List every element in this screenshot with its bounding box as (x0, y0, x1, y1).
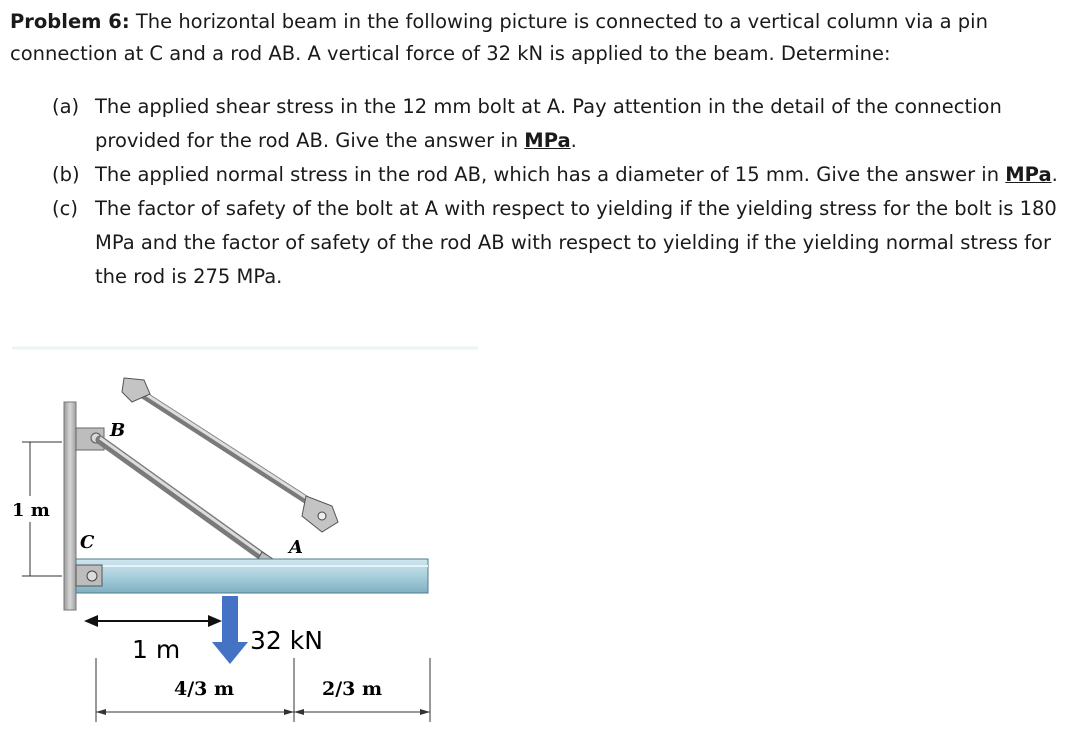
dim-arrow (294, 709, 304, 715)
force-dist-arrow-left (84, 615, 98, 627)
part-text (95, 90, 1077, 158)
part-label: (c) (52, 197, 78, 220)
label-b: B (110, 420, 126, 441)
dim-arrow (96, 709, 106, 715)
part-c (52, 192, 1077, 294)
rod-detail (136, 390, 322, 510)
problem-intro: The horizontal beam in the following picture is connected to a vertical column via a pin connection at C and a rod AB. A vertical force of 32 kN is applied to the beam. Determine: (10, 10, 988, 65)
dim-left-label: 4/3 m (174, 678, 235, 700)
dim-arrow (420, 709, 430, 715)
part-b (52, 158, 1077, 192)
part-body: The applied normal stress in the rod AB, which has a diameter of 15 mm. Give the answer in (95, 163, 1006, 186)
part-label: (a) (52, 95, 80, 118)
force-dist-arrow-right (208, 615, 222, 627)
part-body: The applied shear stress in the 12 mm bolt at A. Pay attention in the detail of the connection provided for the rod AB. Give the answer in (95, 95, 1002, 152)
part-label: (b) (52, 163, 80, 186)
column (64, 402, 76, 610)
rod-ab (100, 440, 288, 575)
rod-ab-highlight (100, 438, 288, 573)
problem-label: Problem 6: (10, 10, 130, 33)
force-label: 32 kN (250, 626, 323, 655)
dim-arrow (284, 709, 294, 715)
part-text (95, 158, 1077, 192)
label-a: A (289, 537, 303, 558)
label-c: C (80, 532, 95, 553)
dim-right-label: 2/3 m (322, 678, 383, 700)
part-end: . (570, 129, 577, 152)
question-parts (52, 90, 1077, 294)
force-arrow-head (212, 642, 248, 664)
problem-statement (10, 6, 1072, 70)
pin-c (87, 571, 97, 581)
part-end: . (1051, 163, 1058, 186)
part-text (95, 192, 1077, 294)
rod-detail-hole (318, 512, 326, 520)
beam (76, 559, 428, 593)
part-a (52, 90, 1077, 158)
part-unit: MPa (1005, 163, 1052, 186)
force-arrow-shaft (222, 596, 238, 644)
beam-figure (0, 340, 490, 736)
part-unit: MPa (524, 129, 571, 152)
force-dist-label: 1 m (132, 635, 181, 664)
height-dim-label: 1 m (12, 500, 50, 521)
part-body: The factor of safety of the bolt at A with respect to yielding if the yielding stress for the bolt is 180 MPa and the factor of safety of the rod AB with respect to yielding if the yielding normal stress for the rod is 275 MPa. (95, 197, 1057, 288)
